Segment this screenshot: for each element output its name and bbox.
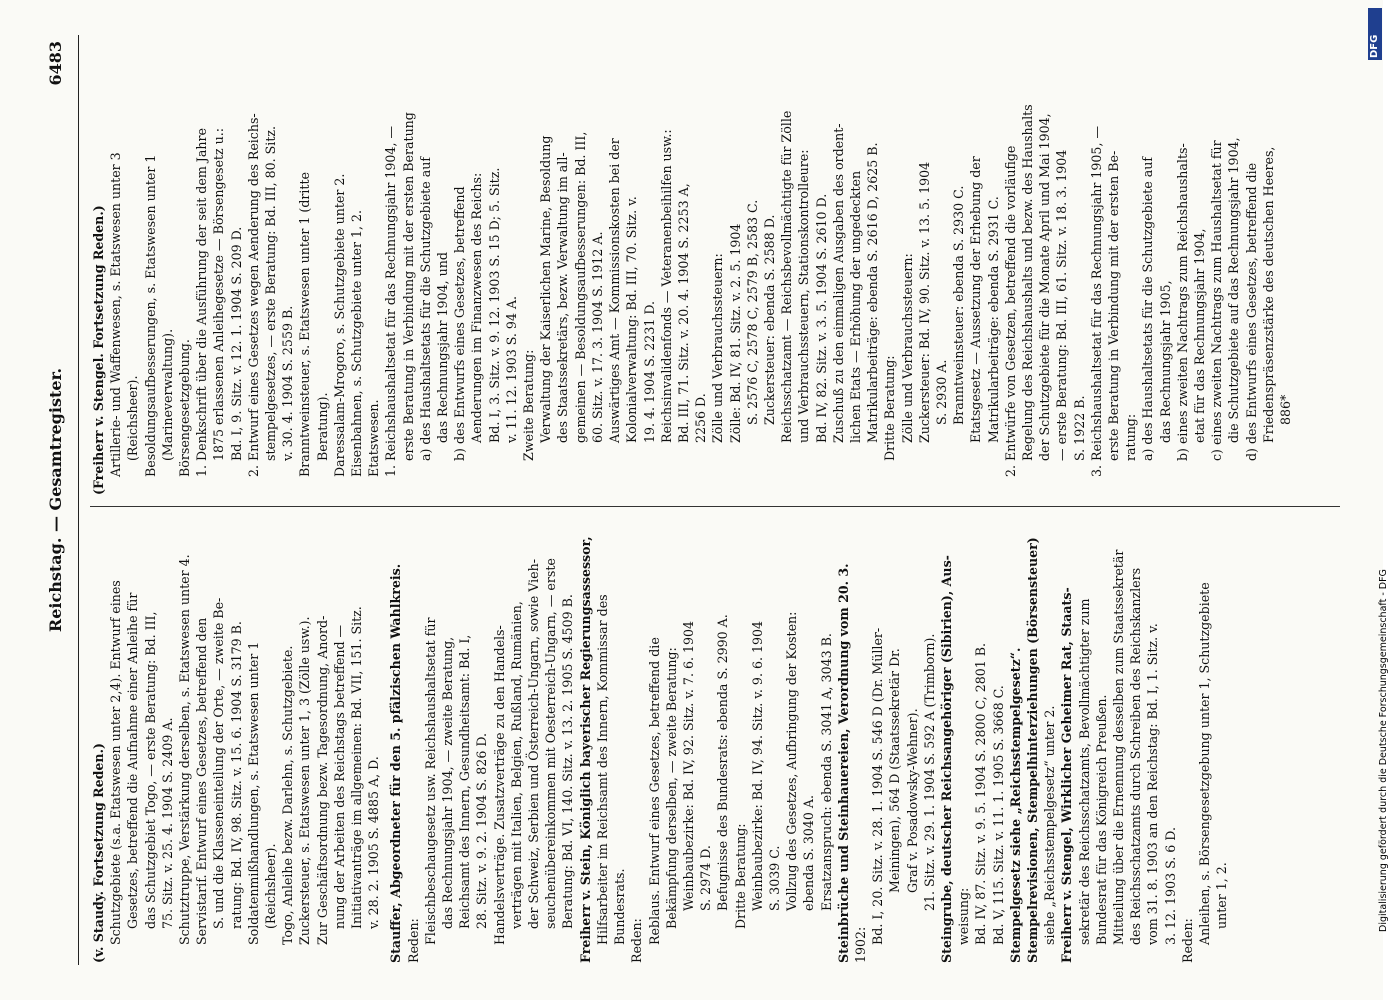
index-line: nung der Arbeiten des Reichstags betreffend — [331, 624, 347, 929]
index-entry-heading: (v. Staudy. Fortsetzung Reden.) [91, 743, 106, 963]
index-line: Bd. I, 9. Sitz. v. 12. 1. 1904 S. 209 D. [228, 226, 244, 461]
index-line: c) eines zweiten Nachtrags zum Haushaltsetat für [1209, 140, 1225, 461]
index-line: Reichsschatzamt — Reichsbevollmächtigte für Zölle [779, 110, 795, 443]
index-entry-heading: Freiherr v. Stengel, Wirklicher Geheimer Rat, Staats- [1059, 587, 1075, 963]
index-line: Handelsverträge. Zusatzverträge zu den Handels- [491, 625, 507, 945]
index-line: seuchenübereinkommen mit Oesterreich-Ungarn, — erste [543, 558, 559, 929]
index-line: Beratung: Bd. VI, 140. Sitz. v. 13. 2. 1905 S. 4509 B. [560, 594, 576, 929]
index-line: 3. Reichshaushaltsetat für das Rechnungsjahr 1905, — [1088, 125, 1104, 477]
index-line: erste Beratung in Verbindung mit der ersten Beratung [400, 112, 416, 461]
index-line: Etatsgesetz — Aussetzung der Erhebung der [968, 156, 984, 443]
funding-note [1368, 70, 1389, 932]
index-line: Matrikularbeiträge: ebenda S. 2931 C. [985, 196, 1001, 443]
index-line: 21. Sitz. v. 29. 1. 1904 S. 592 A (Trimborn). [921, 633, 937, 911]
index-line: S. und die Klasseneinteilung der Orte, — zweite Be- [211, 597, 227, 929]
index-line: Zuckersteuer, s. Etatswesen unter 1, 3 (Zölle usw.). [297, 616, 313, 945]
index-line: Reichsamt des Innern, Gesundheitsamt: Bd. I, [457, 634, 473, 929]
index-line: Branntweinsteuer, s. Etatswesen unter 1 (dritte [297, 171, 313, 477]
index-line: Bd. IV, 82. Sitz. v. 3. 5. 1904 S. 2610 D. [813, 193, 829, 443]
index-line: S. 2974 D. [698, 845, 714, 911]
index-line: Dritte Beratung: [882, 355, 898, 461]
index-line: 1. Reichshaushaltsetat für das Rechnungsjahr 1904, — [383, 125, 399, 477]
index-line: Dritte Beratung: [732, 823, 748, 929]
column-divider [90, 506, 1340, 507]
index-line: Reichsinvalidenfonds — Veteranenbeihilfen usw.: [658, 129, 674, 443]
index-line: Fleischbeschaugesetz usw. Reichshaushaltsetat für [422, 617, 438, 945]
index-line: S. 2576 C, 2578 C, 2579 B, 2583 C. [744, 199, 760, 425]
index-line: 19. 4. 1904 S. 2231 D. [641, 301, 657, 443]
index-entry-heading: Steinbrüche und Steinhauereien, Verordnung vom 20. 3. [835, 563, 851, 963]
index-line: der Schweiz, Serbien und Österreich-Ungarn, sowie Vieh- [526, 559, 542, 929]
index-line: stempelgesetzes, — erste Beratung: Bd. III, 80. Sitz. [263, 125, 279, 461]
index-line: 2. Entwurf eines Gesetzes wegen Aenderung des Reichs- [245, 113, 261, 477]
index-line: S. 1922 B. [1071, 395, 1087, 461]
index-line: Reden: [1179, 918, 1195, 963]
index-line: 886* [1278, 394, 1294, 425]
index-line: siehe „Reichsstempelgesetz“ unter 2. [1042, 705, 1058, 945]
index-line: das Rechnungsjahr 1904, und [435, 252, 451, 443]
index-line: Reden: [405, 918, 421, 963]
index-line: Besoldungsaufbesserungen, s. Etatswesen unter 1 [142, 154, 158, 477]
index-line: Bd. V, 115. Sitz. v. 11. 1. 1905 S. 3668 C. [990, 685, 1006, 945]
index-column-left [90, 525, 1340, 963]
index-line: Schutztruppe, Verstärkung derselben, s. Etatswesen unter 4. [177, 554, 193, 945]
index-line: Bekämpfung derselben, — zweite Beratung: [663, 647, 679, 929]
index-line: vom 31. 8. 1903 an den Reichstag: Bd. I, 1. Sitz. v. [1145, 623, 1161, 945]
index-line: (Reichsheer). [125, 375, 141, 461]
index-line: Hilfsarbeiter im Reichsamt des Innern, Kommissar des [594, 594, 610, 945]
index-line: v. 11. 12. 1903 S. 94 A. [503, 295, 519, 443]
index-line: Schutzgebiete (s.a. Etatswesen unter 2,4). Entwurf eines [108, 580, 124, 945]
rotated-page [40, 35, 1355, 965]
index-line: Initiativanträge im allgemeinen: Bd. VII, 151. Sitz. [349, 606, 365, 929]
index-entry-heading: Freiherr v. Stein, Königlich bayerischer Regierungsassessor, [577, 536, 593, 963]
index-line: Kolonialverwaltung: Bd. III, 70. Sitz. v. [624, 196, 640, 443]
index-line: Bd. I, 3. Sitz. v. 9. 12. 1903 S. 15 D; 5. Sitz. [486, 167, 502, 443]
index-line: Zuckersteuer: ebenda S. 2588 D. [761, 214, 777, 425]
index-entry-heading: Steingrube, deutscher Reichsangehöriger (Sibirien), Aus- [938, 555, 954, 963]
page-header [40, 35, 76, 965]
index-line: Togo, Anleihe bezw. Darlehn, s. Schutzgebiete. [280, 645, 296, 945]
index-line: Vollzug des Gesetzes, Aufbringung der Kosten: [784, 611, 800, 911]
index-line: der Schutzgebiete für die Monate April und Mai 1904, [1037, 113, 1053, 461]
index-line: das Rechnungsjahr 1904, — zweite Beratung, [440, 636, 456, 929]
index-line: Zölle: Bd. IV, 81. Sitz. v. 2. 5. 1904 [727, 223, 743, 443]
index-line: Zur Geschäftsordnung bezw. Tagesordnung, Anord- [314, 615, 330, 945]
index-column-right [90, 57, 1340, 495]
index-line: ratung: Bd. IV, 98. Sitz. v. 15. 6. 1904 S. 3179 B. [228, 621, 244, 929]
index-line: S. 3039 C. [766, 845, 782, 911]
index-line: S. 2930 A. [933, 359, 949, 425]
index-line: Zölle und Verbrauchssteuern: [899, 253, 915, 443]
index-line: (Marineverwaltung). [159, 328, 175, 461]
page-number: 6483 [46, 41, 65, 86]
index-line: Matrikularbeiträge: ebenda S. 2616 D, 2625 B. [865, 142, 881, 443]
index-line: Servistarif. Entwurf eines Gesetzes, betreffend den [194, 617, 210, 945]
index-line: Gesetzes, betreffend die Aufnahme einer Anleihe für [125, 592, 141, 929]
index-line: Reblaus. Entwurf eines Gesetzes, betreffend die [646, 637, 662, 945]
index-line: Regelung des Reichshaushalts und bezw. des Haushalts [1019, 104, 1035, 461]
index-line: (Reichsheer). [263, 843, 279, 929]
index-line: — erste Beratung: Bd. III, 61. Sitz. v. 18. 3. 1904 [1054, 149, 1070, 461]
index-line: etat für das Rechnungsjahr 1904, [1192, 228, 1207, 443]
index-line: 2. Entwürfe von Gesetzen, betreffend die vorläufige [1002, 145, 1018, 477]
index-line: 75. Sitz. v. 25. 4. 1904 S. 2409 A. [159, 717, 175, 929]
index-line: Zuschuß zu den einmaligen Ausgaben des ordent- [830, 123, 846, 443]
index-line: des Reichsschatzamts durch Schreiben des Reichskanzlers [1128, 567, 1144, 945]
index-entry-heading: Stempelrevisionen, Stempelhinterziehungen (Börsensteuer) [1024, 537, 1040, 963]
index-line: Meiningen), 564 D (Staatssekretär Dr. [887, 648, 903, 893]
index-line: 60. Sitz. v. 17. 3. 1904 S. 1912 A. [589, 231, 605, 443]
index-entry-heading: (Freiherr v. Stengel. Fortsetzung Reden.) [91, 205, 106, 495]
index-line: Aenderungen im Finanzwesen des Reichs: [469, 172, 485, 443]
index-line: Weinbaubezirke: Bd. IV, 92. Sitz. v. 7. 6. 1904 [680, 620, 696, 911]
index-line: 1875 erlassenen Anleihegesetze — Börsengesetz u.: [211, 128, 227, 461]
index-line: und Verbrauchssteuern, Stationskontrolleure: [796, 149, 812, 443]
index-line: 2256 D. [693, 393, 709, 443]
index-line: des Staatssekretärs, bezw. Verwaltung im all- [555, 152, 571, 443]
index-line: Börsengesetzgebung. [177, 339, 193, 477]
index-line: v. 30. 4. 1904 S. 2559 B. [280, 305, 296, 461]
index-line: Mitteilung über die Ernennung desselben zum Staatssekretär [1110, 549, 1126, 945]
index-line: Zweite Beratung: [521, 349, 537, 461]
index-line: lichen Etats — Erhöhung der ungedeckten [847, 170, 863, 443]
index-line: 3. 12. 1903 S. 6 D. [1162, 827, 1178, 945]
index-line: Eisenbahnen, s. Schutzgebiete unter 1, 2. [349, 209, 365, 477]
index-line: ratung: [1123, 413, 1139, 461]
index-line: das Schutzgebiet Togo, — erste Beratung: Bd. III, [142, 611, 158, 929]
index-line: Friedenspräsenzstärke des deutschen Heeres, [1260, 146, 1276, 443]
index-line: Verwaltung der Kaiserlichen Marine, Besoldung [538, 135, 554, 443]
index-line: b) des Entwurfs eines Gesetzes, betreffend [452, 186, 468, 461]
index-line: Daressalam-Mrogoro, s. Schutzgebiete unter 2. [331, 173, 347, 477]
dfg-logo-text: DFG [1369, 34, 1380, 58]
index-line: Branntweinsteuer: ebenda S. 2930 C. [951, 185, 967, 425]
index-line: Weinbaubezirke: Bd. IV, 94. Sitz. v. 9. 6. 1904 [749, 620, 765, 911]
index-line: verträgen mit Italien, Belgien, Rußland, Rumänien, [508, 601, 524, 929]
index-line: Artillerie- und Waffenwesen, s. Etatswesen unter 3 [108, 152, 124, 477]
index-line: a) des Haushaltsetats für die Schutzgebiete auf [1140, 157, 1156, 461]
index-entry-heading: Stempelgesetz siehe „Reichsstempelgesetz“. [1007, 647, 1023, 963]
index-line: Zuckersteuer: Bd. IV, 90. Sitz. v. 13. 5. 1904 [916, 161, 932, 443]
index-line: Befugnisse des Bundesrats: ebenda S. 2990 A. [715, 614, 731, 911]
index-line: sekretär des Reichsschatzamts, Bevollmächtigter zum [1076, 598, 1092, 945]
index-line: 28. Sitz. v. 9. 2. 1904 S. 826 D. [474, 733, 490, 929]
index-line: Bd. IV, 87. Sitz. v. 9. 5. 1904 S. 2800 C, 2801 B. [973, 642, 989, 945]
running-title: Reichstag. — Gesamtregister. [46, 367, 65, 633]
index-line: Graf v. Posadowsky-Wehner). [904, 708, 920, 893]
index-line: Beratung). [314, 392, 330, 461]
dfg-logo [1368, 8, 1382, 60]
index-line: a) des Haushaltsetats für die Schutzgebiete auf [417, 157, 433, 461]
funding-note-text: Digitalisierung gefördert durch die Deutsche Forschungsgemeinschaft - DFG [1378, 569, 1389, 932]
index-line: Ersatzanspruch: ebenda S. 3041 A, 3043 B. [818, 633, 834, 911]
index-line: das Rechnungsjahr 1905, [1157, 280, 1173, 443]
index-line: Auswärtiges Amt — Kommissionskosten bei der [607, 138, 623, 443]
index-line: ebenda S. 3040 A. [801, 795, 817, 911]
index-line: d) des Entwurfs eines Gesetzes, betreffend die [1243, 162, 1259, 461]
header-rule [78, 35, 79, 965]
index-line: erste Beratung in Verbindung mit der ersten Be- [1105, 150, 1121, 461]
index-line: Anleihen, s. Börsengesetzgebung unter 1, Schutzgebiete [1197, 582, 1212, 945]
index-line: 1902: [852, 926, 868, 963]
index-line: Bd. I, 20. Sitz. v. 28. 1. 1904 S. 546 D (Dr. Müller- [870, 627, 886, 945]
index-line: Zölle und Verbrauchssteuern: [710, 253, 726, 443]
index-line: Reden: [629, 918, 645, 963]
index-line: Soldatenmißhandlungen, s. Etatswesen unter 1 [245, 641, 261, 945]
index-line: gemeinen — Besoldungsaufbesserungen: Bd. III, [572, 131, 588, 443]
index-line: v. 28. 2. 1905 S. 4885 A, D. [366, 756, 382, 929]
index-line: Etatswesen. [366, 399, 382, 477]
index-line: Bundesrats. [612, 868, 628, 945]
index-line: unter 1, 2. [1214, 862, 1230, 929]
index-line: Bundesrat für das Königreich Preußen. [1093, 694, 1109, 945]
index-line: 1. Denkschrift über die Ausführung der seit dem Jahre [194, 128, 210, 477]
index-line: weisung: [956, 887, 972, 945]
index-line: b) eines zweiten Nachtrags zum Reichshaushalts- [1174, 143, 1190, 461]
index-line: Bd. III, 71. Sitz. v. 20. 4. 1904 S. 2253 A, [675, 183, 691, 443]
index-line: die Schutzgebiete auf das Rechnungsjahr 1904, [1226, 137, 1242, 443]
index-entry-heading: Stauffer, Abgeordneter für den 5. pfälzischen Wahlkreis. [388, 563, 404, 963]
